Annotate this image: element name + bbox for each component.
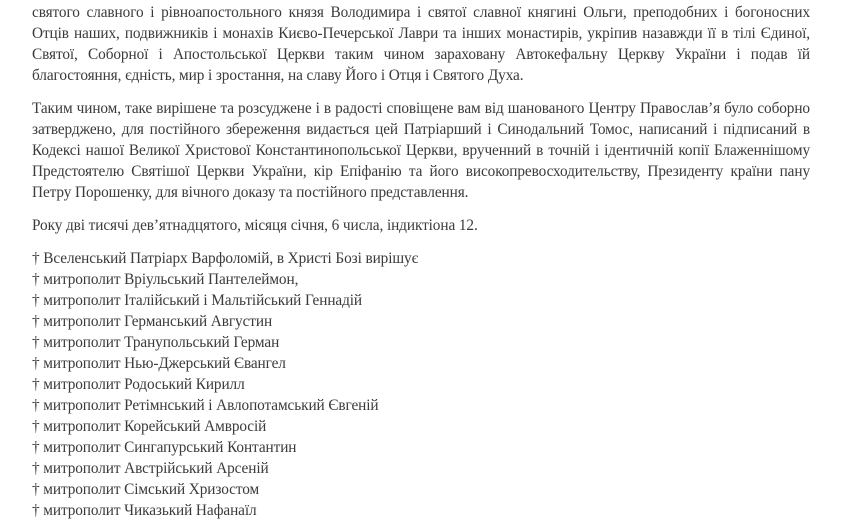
signatory: † митрополит Ретімнський і Авлопотамський Євгеній: [32, 397, 379, 414]
signatory: † митрополит Нью-Джерський Євангел: [32, 355, 286, 372]
signatory: † митрополит Вріульський Пантелеймон,: [32, 271, 299, 288]
signatory: † митрополит Австрійський Арсеній: [32, 460, 269, 477]
signatory: † митрополит Чиказький Нафанаїл: [32, 502, 257, 519]
signatory: † митрополит Транупольський Герман: [32, 334, 280, 351]
paragraph-tomos-issued: Таким чином, таке вирішене та розсуджене і в радості сповіщене вам від шанованого Центру Православ’я було соборно затверджено, для постійного збереження видається цей Патріарший і Синодальний Томос, написаний і підписаний в Кодексі нашої Великої Христової Константинопольської Церкви, врученний в точній і ідентичній копії Блаженнішому Предстоятелю Святішої Церкви України, кір Епіфанію та його високопревосходительству, Президенту країни пану Петру Порошенку, для вічного доказу та постійного представлення.: [32, 100, 810, 201]
signatory: † митрополит Германський Августин: [32, 313, 273, 330]
document-body: [32, 2, 810, 521]
signatory: † митрополит Корейський Амвросій: [32, 418, 267, 435]
signatory: † митрополит Сингапурський Контантин: [32, 439, 297, 456]
signatories-list: [32, 248, 810, 521]
signatory: † митрополит Італійський і Мальтійський Геннадій: [32, 292, 363, 309]
date-line: Року дві тисячі дев’ятнадцятого, місяця січня, 6 числа, індиктіона 12.: [32, 217, 478, 234]
signatory: † митрополит Сімський Хризостом: [32, 481, 260, 498]
signatory: † митрополит Родоський Кирилл: [32, 376, 245, 393]
paragraph-blessing: святого славного і рівноапостольного князя Володимира і святої славної княгині Ольги, преподобних і богоносних Отців наших, подвижників і монахів Києво-Печерської Лаври та інших монастирів, укріпив назавжди її в тілі Єдиної, Святої, Соборної і Апостольської Церкви таким чином зараховану Автокефальну Церкву України і подав їй благостояння, єдність, мир і зростання, на славу Його і Отця і Святого Духа.: [32, 4, 810, 84]
signatory: † Вселенський Патріарх Варфоломій, в Христі Бозі вирішує: [32, 250, 419, 267]
